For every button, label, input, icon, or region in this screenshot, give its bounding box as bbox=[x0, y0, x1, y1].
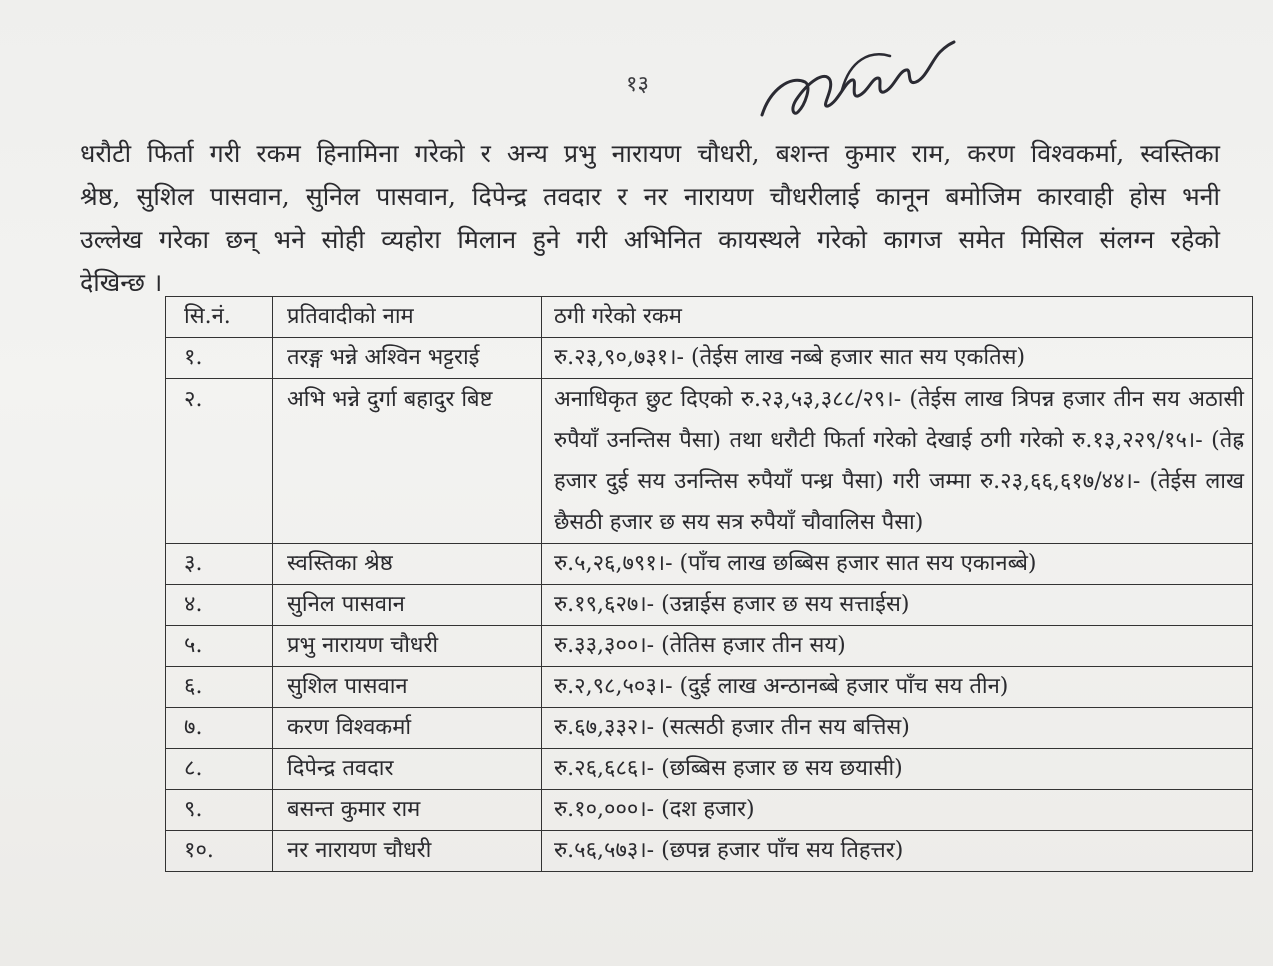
fraud-amount: रु.१०,०००।- (दश हजार) bbox=[542, 790, 1253, 831]
defendants-table bbox=[165, 296, 1244, 872]
fraud-amount: रु.१९,६२७।- (उन्नाईस हजार छ सय सत्ताईस) bbox=[542, 585, 1253, 626]
body-paragraph bbox=[80, 132, 1220, 304]
serial-number: ४. bbox=[166, 585, 273, 626]
fraud-amount: रु.२३,९०,७३१।- (तेईस लाख नब्बे हजार सात सय एकतिस) bbox=[542, 338, 1253, 379]
header-fraud-amount: ठगी गरेको रकम bbox=[542, 297, 1253, 338]
serial-number: ९. bbox=[166, 790, 273, 831]
fraud-amount: रु.२६,६८६।- (छब्बिस हजार छ सय छयासी) bbox=[542, 749, 1253, 790]
handwritten-signature-icon bbox=[750, 20, 970, 130]
fraud-amount: रु.६७,३३२।- (सत्सठी हजार तीन सय बत्तिस) bbox=[542, 708, 1253, 749]
table-row bbox=[166, 379, 1253, 544]
table-row bbox=[166, 585, 1253, 626]
paragraph-line: देखिन्छ । bbox=[80, 268, 163, 297]
fraud-amount: रु.३३,३००।- (तेतिस हजार तीन सय) bbox=[542, 626, 1253, 667]
fraud-amount: रु.५,२६,७९१।- (पाँच लाख छब्बिस हजार सात सय एकानब्बे) bbox=[542, 544, 1253, 585]
paragraph-line: श्रेष्ठ, सुशिल पासवान, सुनिल पासवान, दिपेन्द्र तवदार र नर नारायण चौधरीलाई कानून बमोजिम कारवाही होस भनी bbox=[80, 182, 1220, 211]
serial-number: १०. bbox=[166, 831, 273, 872]
defendant-name: बसन्त कुमार राम bbox=[273, 790, 542, 831]
table-row bbox=[166, 790, 1253, 831]
paragraph-line: धरौटी फिर्ता गरी रकम हिनामिना गरेको र अन्य प्रभु नारायण चौधरी, बशन्त कुमार राम, करण विश्वकर्मा, स्वस्तिका bbox=[80, 139, 1220, 168]
fraud-amount: रु.५६,५७३।- (छपन्न हजार पाँच सय तिहत्तर) bbox=[542, 831, 1253, 872]
defendant-name: करण विश्वकर्मा bbox=[273, 708, 542, 749]
table-row bbox=[166, 831, 1253, 872]
table-header-row bbox=[166, 297, 1253, 338]
defendant-name: तरङ्ग भन्ने अश्विन भट्टराई bbox=[273, 338, 542, 379]
defendant-name: प्रभु नारायण चौधरी bbox=[273, 626, 542, 667]
serial-number: ५. bbox=[166, 626, 273, 667]
page-number: १३ bbox=[626, 72, 649, 97]
defendant-name: सुशिल पासवान bbox=[273, 667, 542, 708]
serial-number: ८. bbox=[166, 749, 273, 790]
serial-number: ७. bbox=[166, 708, 273, 749]
defendant-name: दिपेन्द्र तवदार bbox=[273, 749, 542, 790]
header-serial-number: सि.नं. bbox=[166, 297, 273, 338]
serial-number: २. bbox=[166, 379, 273, 544]
serial-number: १. bbox=[166, 338, 273, 379]
fraud-amount: अनाधिकृत छुट दिएको रु.२३,५३,३८८/२९।- (तेईस लाख त्रिपन्न हजार तीन सय अठासी रुपैयाँ उनन्तिस पैसा) तथा धरौटी फिर्ता गरेको देखाई ठगी गरेको रु.१३,२२९/१५।- (तेह्र हजार दुई सय उनन्तिस रुपैयाँ पन्ध्र पैसा) गरी जम्मा रु.२३,६६,६१७/४४।- (तेईस लाख छैसठी हजार छ सय सत्र रुपैयाँ चौवालिस पैसा) bbox=[542, 379, 1253, 544]
header-defendant-name: प्रतिवादीको नाम bbox=[273, 297, 542, 338]
table-row bbox=[166, 626, 1253, 667]
serial-number: ६. bbox=[166, 667, 273, 708]
table-row bbox=[166, 667, 1253, 708]
table-row bbox=[166, 338, 1253, 379]
table-row bbox=[166, 708, 1253, 749]
defendant-name: सुनिल पासवान bbox=[273, 585, 542, 626]
fraud-amount: रु.२,९८,५०३।- (दुई लाख अन्ठानब्बे हजार पाँच सय तीन) bbox=[542, 667, 1253, 708]
defendant-name: नर नारायण चौधरी bbox=[273, 831, 542, 872]
serial-number: ३. bbox=[166, 544, 273, 585]
table-row bbox=[166, 749, 1253, 790]
defendant-name: स्वस्तिका श्रेष्ठ bbox=[273, 544, 542, 585]
table-row bbox=[166, 544, 1253, 585]
defendant-name: अभि भन्ने दुर्गा बहादुर बिष्ट bbox=[273, 379, 542, 544]
paragraph-line: उल्लेख गरेका छन् भने सोही व्यहोरा मिलान हुने गरी अभिनित कायस्थले गरेको कागज समेत मिसिल संलग्न रहेको bbox=[80, 225, 1220, 254]
